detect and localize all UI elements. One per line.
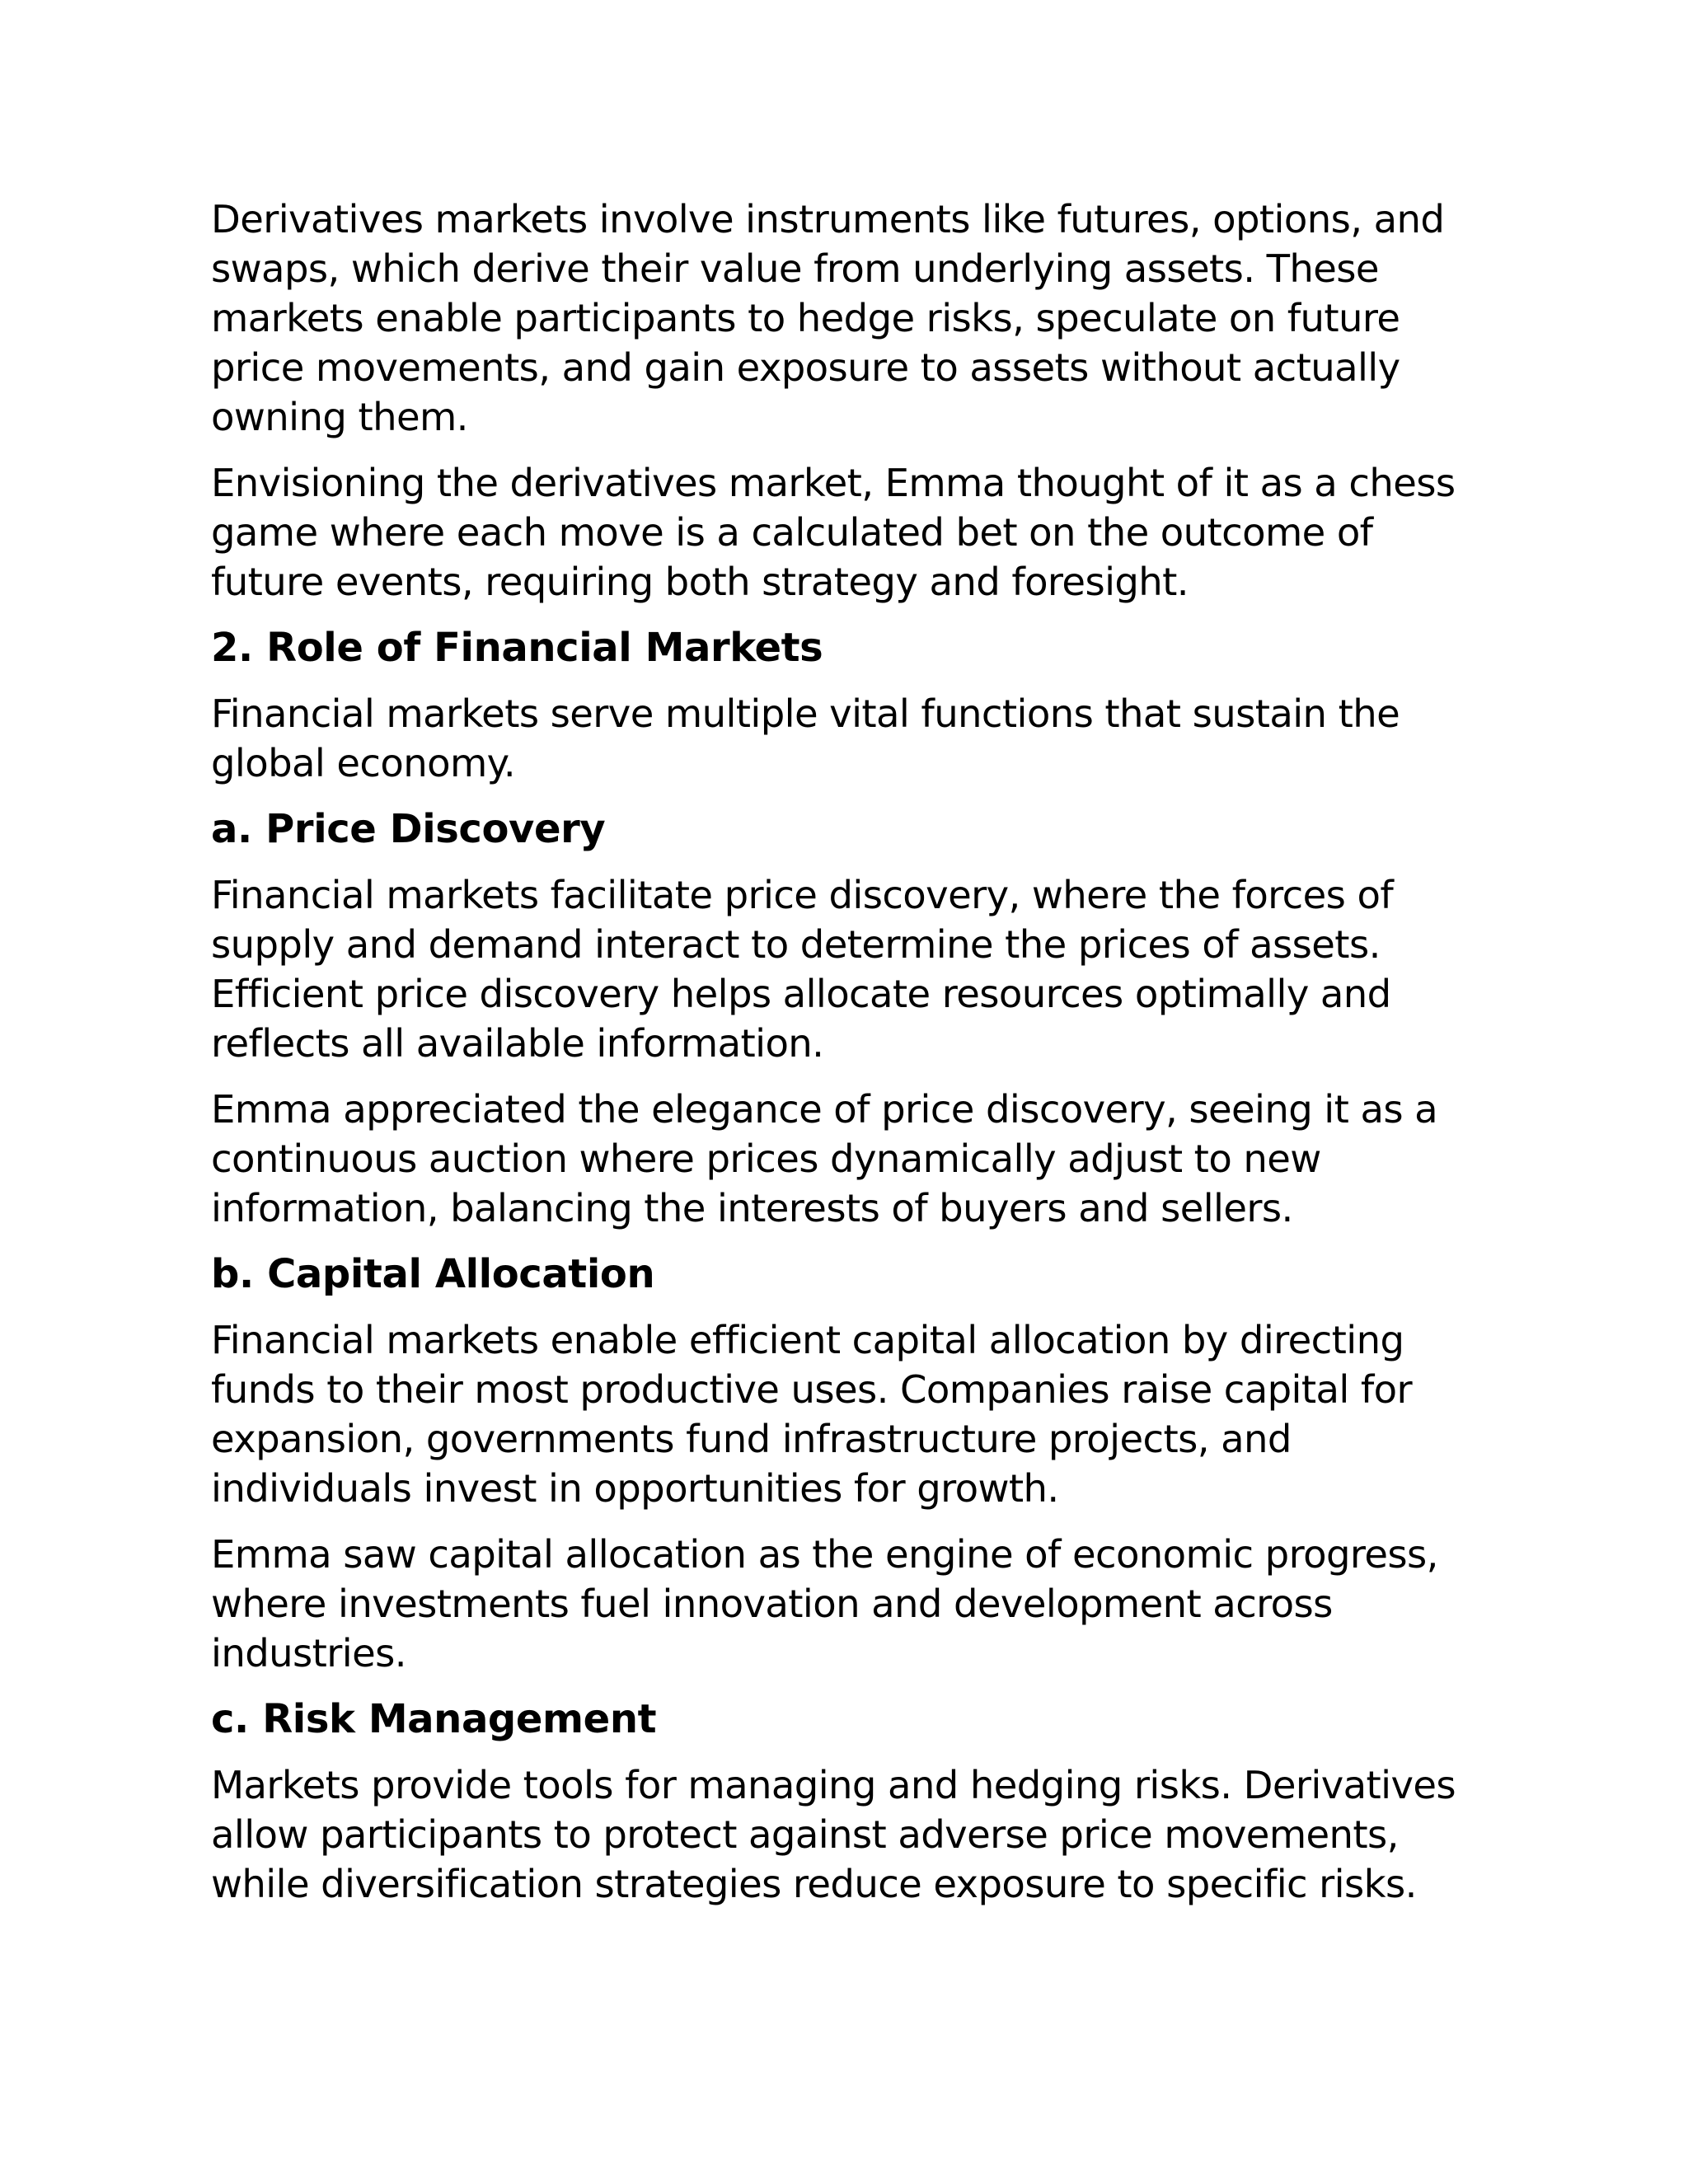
heading-risk-management: c. Risk Management	[211, 1696, 657, 1742]
heading-price-discovery: a. Price Discovery	[211, 806, 606, 852]
paragraph-price-discovery: Financial markets facilitate price discovery, where the forces of supply and demand interact to determine the prices of assets. Efficient price discovery helps allocate resources optimally and reflects all available information.	[211, 873, 1394, 1066]
paragraph-capital-allocation: Financial markets enable efficient capital allocation by directing funds to their most productive uses. Companies raise capital for expansion, governments fund infrastructure projects, and individuals invest in opportunities for growth.	[211, 1318, 1413, 1511]
heading-capital-allocation: b. Capital Allocation	[211, 1251, 655, 1297]
paragraph-derivatives-definition: Derivatives markets involve instruments like futures, options, and swaps, which derive their value from underlying assets. These markets enable participants to hedge risks, speculate on future price movements, and gain exposure to assets without actually owning them.	[211, 197, 1445, 439]
document-page	[211, 194, 1497, 1925]
heading-role-of-financial-markets: 2. Role of Financial Markets	[211, 625, 823, 671]
paragraph-capital-allocation-analogy: Emma saw capital allocation as the engine of economic progress, where investments fuel innovation and development across industries.	[211, 1532, 1438, 1675]
paragraph-price-discovery-analogy: Emma appreciated the elegance of price discovery, seeing it as a continuous auction where prices dynamically adjust to new information, balancing the interests of buyers and sellers.	[211, 1087, 1438, 1230]
paragraph-derivatives-analogy: Envisioning the derivatives market, Emma thought of it as a chess game where each move is a calculated bet on the outcome of future events, requiring both strategy and foresight.	[211, 461, 1456, 604]
paragraph-role-intro: Financial markets serve multiple vital functions that sustain the global economy.	[211, 691, 1400, 785]
paragraph-risk-management: Markets provide tools for managing and hedging risks. Derivatives allow participants to protect against adverse price movements, while diversification strategies reduce exposure to specific risks.	[211, 1763, 1456, 1906]
